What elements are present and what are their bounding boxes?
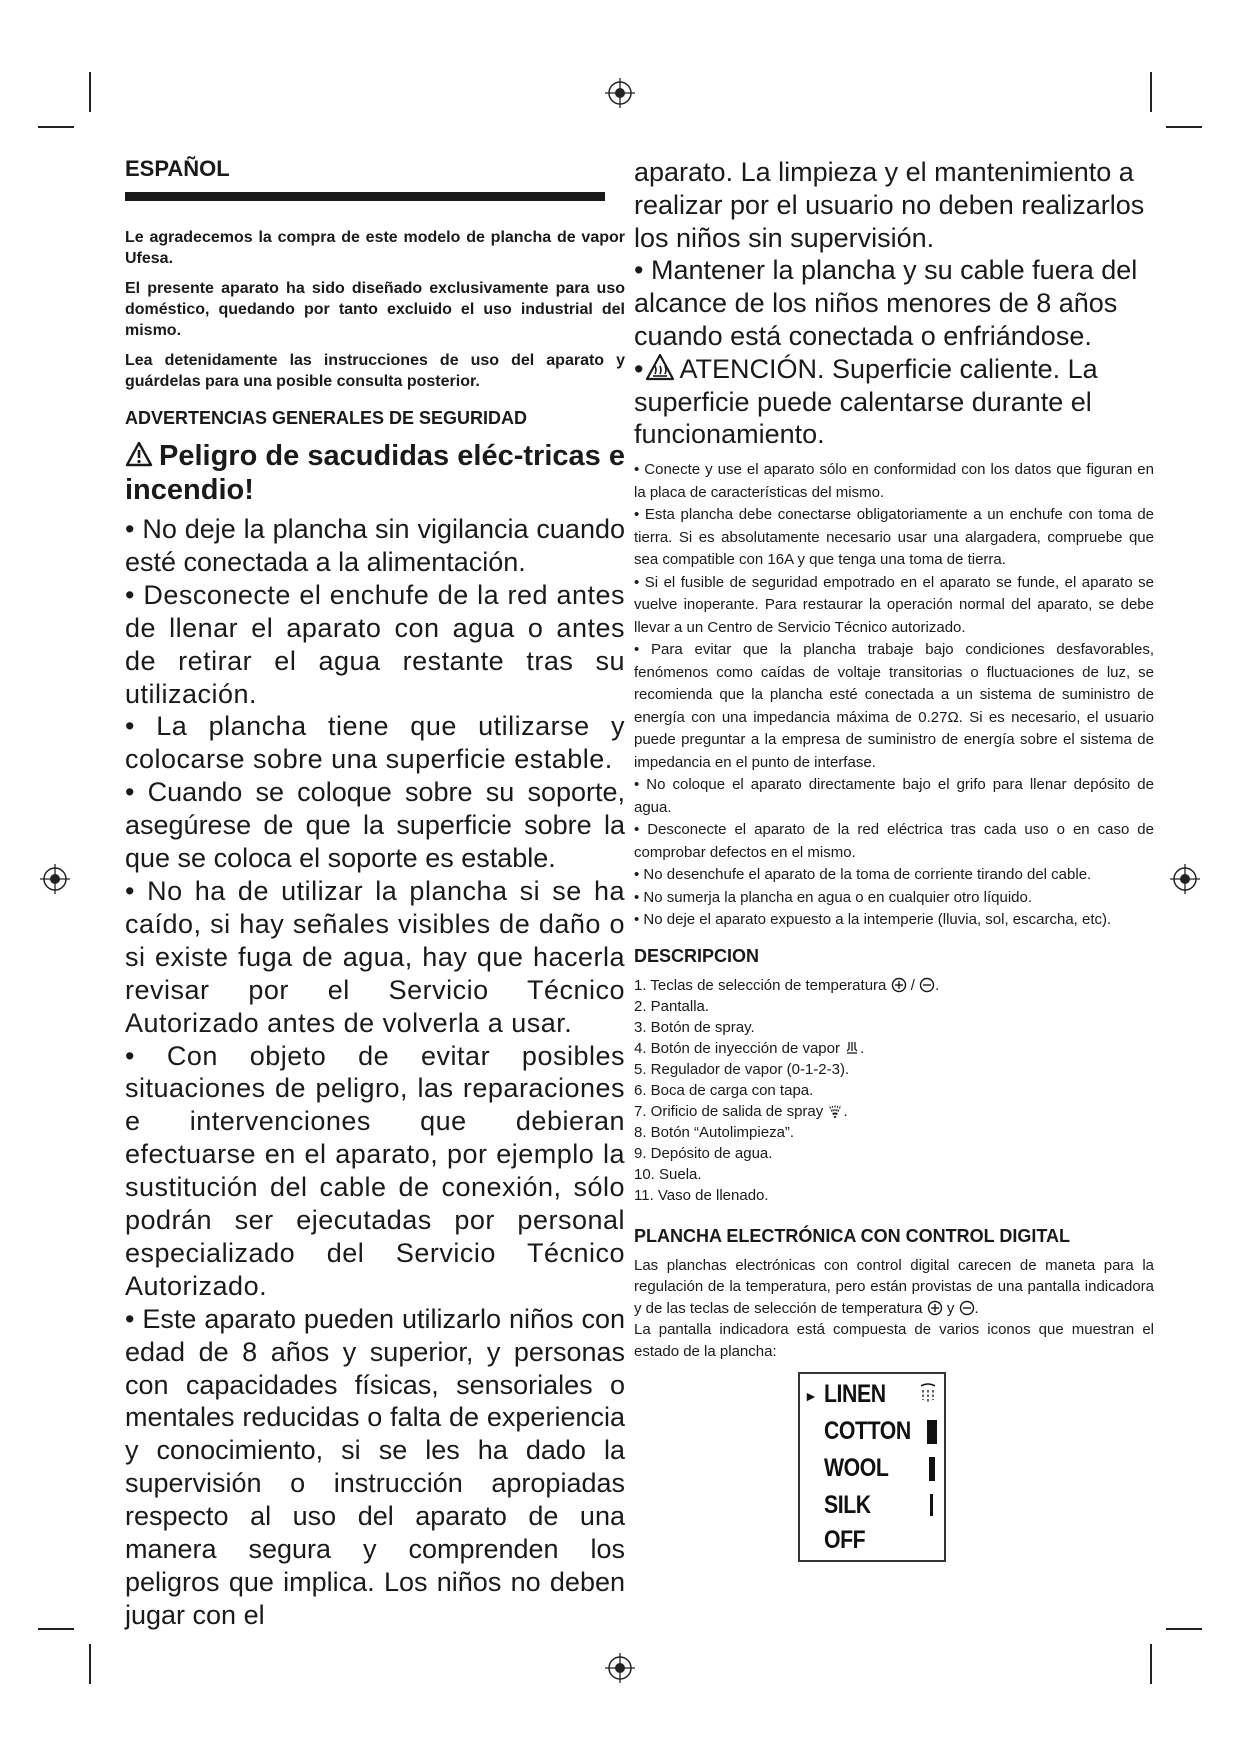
warning-item: • No desenchufe el aparato de la toma de corriente tirando del cable. (634, 866, 1092, 884)
display-row-cotton: COTTON (824, 1417, 911, 1445)
list-item: 9. Depósito de agua. (634, 1144, 773, 1162)
display-row-linen: LINEN (824, 1380, 886, 1408)
digital-text (634, 1255, 1154, 1320)
crop-mark (1166, 126, 1202, 128)
crop-mark (1150, 1644, 1152, 1684)
display-row-silk: SILK (824, 1491, 871, 1519)
list-item: 2. Pantalla. (634, 997, 710, 1015)
list-item: 3. Botón de spray. (634, 1018, 755, 1036)
right-column (634, 156, 1154, 1362)
warning-item: • Este aparato pueden utilizarlo niños con edad de 8 años y superior, y personas con capacidades físicas, sensoriales o mentales reducidas o falta de experiencia y conocimiento, si se les ha dado la supervisión o instrucción apropiadas respecto al uso del aparato de una manera segura y comprenden los peligros que implica. Los niños no deben jugar con el (125, 1303, 625, 1630)
digital-text-2: La pantalla indicadora está compuesta de varios iconos que muestran el estado de la plancha: (634, 1321, 1154, 1360)
display-pointer: ► (804, 1388, 818, 1404)
warning-item: • Para evitar que la plancha trabaje bajo condiciones desfavorables, fenómenos como caídas de voltaje transitorias o fluctuaciones de luz, se recomienda que la plancha esté conectada a un sistema de suministro de energía con una impedancia máxima de 0.27Ω. Si es necesario, el usuario puede preguntar a la empresa de suministro de energía sobre el sistema de impedancia en el punto de interfase. (634, 641, 1154, 771)
registration-mark-icon (1170, 864, 1200, 894)
plus-circle-icon (927, 1300, 943, 1316)
registration-mark-icon (40, 864, 70, 894)
title-rule (125, 192, 605, 201)
danger-heading (125, 439, 625, 507)
list-item (634, 975, 1154, 996)
crop-mark (89, 72, 91, 112)
minus-circle-icon (959, 1300, 975, 1316)
registration-mark-icon (605, 1653, 635, 1683)
cotton-level-bar (927, 1420, 937, 1444)
warning-item: • Esta plancha debe conectarse obligatoriamente a un enchufe con toma de tierra. Si es absolutamente necesario usar una alargadera, compruebe que sea compatible con 16A y que tenga una toma de tierra. (634, 506, 1154, 569)
list-item-text: 7. Orificio de salida de spray (634, 1102, 824, 1120)
intro-paragraph: El presente aparato ha sido diseñado exclusivamente para uso doméstico, quedando por tanto excluido el uso industrial del mismo. (125, 280, 625, 339)
silk-level-bar (930, 1494, 933, 1516)
list-item: 6. Boca de carga con tapa. (634, 1081, 814, 1099)
warning-item: • La plancha tiene que utilizarse y colocarse sobre una superficie estable. (125, 711, 625, 775)
minus-circle-icon (919, 977, 935, 993)
steam-icon (918, 1382, 938, 1404)
conjunction: y (946, 1299, 955, 1317)
steam-shot-icon (844, 1040, 860, 1056)
digital-control-title: PLANCHA ELECTRÓNICA CON CONTROL DIGITAL (634, 1225, 1070, 1246)
danger-heading-text: Peligro de sacudidas eléc-tricas e incendio! (125, 440, 625, 506)
bullet: • (634, 353, 644, 384)
right-warnings-small (634, 459, 1154, 932)
spray-icon (827, 1103, 843, 1119)
list-item (634, 1101, 1154, 1122)
warning-item: • Cuando se coloque sobre su soporte, asegúrese de que la superficie sobre la que se coloca el soporte es estable. (125, 777, 625, 874)
period: . (843, 1102, 848, 1120)
warning-item: • No deje el aparato expuesto a la intemperie (lluvia, sol, escarcha, etc). (634, 911, 1112, 929)
warning-item: • No deje la plancha sin vigilancia cuando esté conectada a la alimentación. (125, 514, 625, 577)
description-list (634, 975, 1154, 1206)
crop-mark (1150, 72, 1152, 112)
list-item: 8. Botón “Autolimpieza”. (634, 1123, 795, 1141)
attention-item (634, 353, 1154, 451)
warning-item: • Desconecte el enchufe de la red antes de llenar el aparato con agua o antes de retirar el agua restante tras su utilización. (125, 579, 625, 709)
safety-title: ADVERTENCIAS GENERALES DE SEGURIDAD (125, 408, 528, 428)
warning-item: • Conecte y use el aparato sólo en conformidad con los datos que figuran en la placa de características del mismo. (634, 461, 1154, 501)
warning-item: • Con objeto de evitar posibles situaciones de peligro, las reparaciones e intervenciones que debieran efectuarse en el aparato, por ejemplo la sustitución del cable de conexión, sólo podrán ser ejecutadas por personal especializado del Servicio Técnico Autorizado. (125, 1040, 625, 1301)
list-item: 10. Suela. (634, 1165, 702, 1183)
crop-mark (38, 126, 74, 128)
warning-item: • Si el fusible de seguridad empotrado en el aparato se funde, el aparato se vuelve inoperante. Para restaurar la operación normal del aparato, se debe llevar a un Centro de Servicio Técnico autorizado. (634, 573, 1154, 636)
list-item (634, 1038, 1154, 1059)
warning-triangle-icon (125, 441, 153, 467)
warning-item: • No ha de utilizar la plancha si se ha caído, si hay señales visibles de daño o si existe fuga de agua, hay que hacerla revisar por el Servicio Técnico Autorizado antes de volverla a usar. (125, 875, 625, 1038)
right-warnings-large (634, 156, 1154, 451)
left-warnings (125, 513, 625, 1632)
intro-block (125, 227, 625, 392)
display-row-off: OFF (824, 1526, 866, 1554)
period: . (935, 976, 940, 994)
intro-paragraph: Lea detenidamente las instrucciones de uso del aparato y guárdelas para una posible consulta posterior. (125, 352, 625, 390)
attention-text: ATENCIÓN. Superficie caliente. La superficie puede calentarse durante el funcionamiento. (634, 353, 1098, 450)
crop-mark (38, 1628, 74, 1630)
period: . (974, 1299, 979, 1317)
language-title: ESPAÑOL (125, 156, 230, 181)
separator: / (910, 976, 915, 994)
temperature-display (798, 1372, 946, 1562)
list-item-text: 1. Teclas de selección de temperatura (634, 976, 887, 994)
list-item: 11. Vaso de llenado. (634, 1186, 769, 1204)
warning-item: • No sumerja la plancha en agua o en cualquier otro líquido. (634, 888, 1033, 906)
crop-mark (89, 1644, 91, 1684)
warning-item: • No coloque el aparato directamente bajo el grifo para llenar depósito de agua. (634, 776, 1154, 816)
display-row-wool: WOOL (824, 1454, 889, 1482)
list-item: 5. Regulador de vapor (0-1-2-3). (634, 1060, 850, 1078)
wool-level-bar (929, 1457, 935, 1481)
description-title: DESCRIPCION (634, 945, 760, 966)
left-column (125, 156, 625, 1632)
period: . (860, 1039, 865, 1057)
registration-mark-icon (605, 78, 635, 108)
warning-item: • Desconecte el aparato de la red eléctrica tras cada uso o en caso de comprobar defectos en el mismo. (634, 821, 1154, 861)
crop-mark (1166, 1628, 1202, 1630)
intro-paragraph: Le agradecemos la compra de este modelo de plancha de vapor Ufesa. (125, 229, 625, 267)
warning-item: • Mantener la plancha y su cable fuera del alcance de los niños menores de 8 años cuando está conectada o enfriándose. (634, 255, 1138, 351)
plus-circle-icon (891, 977, 907, 993)
digital-text-part: Las planchas electrónicas con control digital carecen de maneta para la regulación de la temperatura, pero están provistas de una pantalla indicadora y de las teclas de selección de temperatura (634, 1256, 1154, 1317)
warning-item: aparato. La limpieza y el mantenimiento a realizar por el usuario no deben realizarlos los niños sin supervisión. (634, 157, 1145, 253)
hot-surface-warning-icon (645, 353, 675, 381)
list-item-text: 4. Botón de inyección de vapor (634, 1039, 840, 1057)
